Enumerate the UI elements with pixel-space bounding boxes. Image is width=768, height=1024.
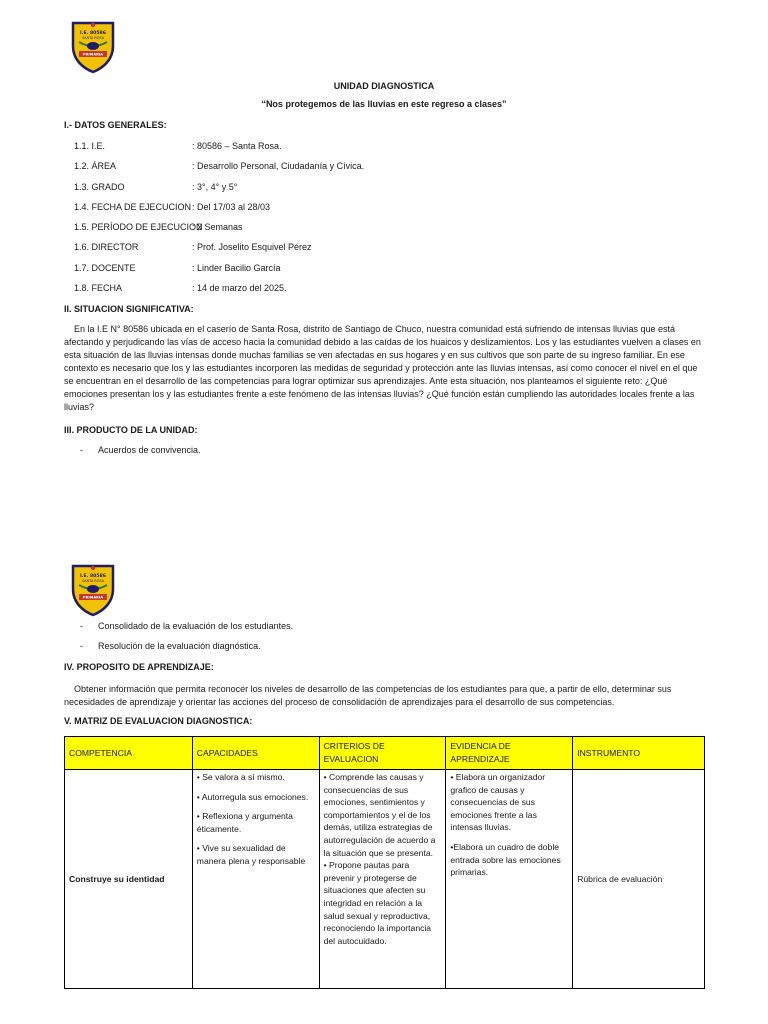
school-logo	[70, 20, 116, 74]
capacidad-item: • Autorregula sus emociones.	[196, 791, 309, 802]
proposito-paragraph: Obtener información que permita reconocer los niveles de desarrollo de las competencias de los estudiantes para que, a partir de ello, determinar sus necesidades de aprendizaje y orientar las acciones del proceso de consolidación de aprendizajes para el desarrollo de sus competencias.	[64, 684, 672, 707]
row-value: : Desarrollo Personal, Ciudadanía y Cívica.	[192, 161, 365, 171]
logo-ribbon-text: PRIMARIA	[83, 595, 103, 600]
list-item-text: Resolución de la evaluación diagnóstica.	[98, 641, 261, 651]
evidencia-item: • Elabora un organizador grafico de causas y consecuencias de sus emociones frente a las intensas lluvias.	[450, 772, 546, 833]
cell-instrumento: Rúbrica de evaluación	[573, 770, 705, 989]
row-label: 1.1. I.E.	[74, 141, 106, 151]
row-value: : 3°, 4° y 5°	[192, 182, 238, 192]
section-matriz: V. MATRIZ DE EVALUACION DIAGNOSTICA:	[64, 716, 253, 726]
row-label: 1.7. DOCENTE	[74, 263, 136, 273]
row-value: : Del 17/03 al 28/03	[192, 202, 271, 212]
logo-bottom-text: SANTA ROSA	[82, 36, 104, 40]
cell-competencia: Construye su identidad	[65, 770, 193, 989]
list-item: - Resolución de la evaluación diagnóstica.	[80, 641, 261, 651]
row-label: 1.5. PERÍODO DE EJECUCION	[74, 222, 203, 232]
section-proposito: IV. PROPOSITO DE APRENDIZAJE:	[64, 662, 214, 672]
row-label: 1.6. DIRECTOR	[74, 242, 139, 252]
cell-capacidades	[192, 770, 319, 989]
row-value: : 2 Semanas	[192, 222, 243, 232]
capacidad-item: • Se valora a sí mismo.	[196, 772, 285, 782]
section-situacion: II. SITUACION SIGNIFICATIVA:	[64, 304, 194, 314]
table-row	[65, 770, 705, 989]
row-label: 1.4. FECHA DE EJECUCION	[74, 202, 192, 212]
school-logo	[70, 563, 116, 617]
capacidad-item: • Reflexiona y argumenta éticamente.	[196, 811, 293, 834]
cell-criterios	[319, 770, 446, 989]
row-value: : 80586 – Santa Rosa.	[192, 141, 282, 151]
row-value: : 14 de marzo del 2025.	[192, 283, 287, 293]
logo-top-text: I.E. 80586	[80, 574, 106, 579]
document-subtitle: “Nos protegemos de las lluvias en este regreso a clases”	[261, 99, 507, 109]
capacidad-item: • Vive su sexualidad de manera plena y responsable	[196, 843, 306, 866]
logo-top-text: I.E. 80586	[80, 31, 106, 36]
logo-ribbon-text: PRIMARIA	[83, 52, 103, 57]
row-label: 1.8. FECHA	[74, 283, 123, 293]
evidencia-item: •Elabora un cuadro de doble entrada sobre las emociones primarias.	[450, 841, 561, 878]
list-item-text: Acuerdos de convivencia.	[98, 445, 201, 455]
logo-bottom-text: SANTA ROSA	[82, 579, 104, 583]
column-header: EVIDENCIA DE APRENDIZAJE	[446, 737, 573, 770]
list-item: - Acuerdos de convivencia.	[80, 445, 201, 455]
criterio-item: • Propone pautas para prevenir y protegerse de situaciones que afecten su integridad en relación a la salud sexual y reproductiva, reconociendo la importancia del autocuidado.	[323, 860, 432, 946]
criterio-item: • Comprende las causas y consecuencias de sus emociones, sentimientos y comportamientos y el de los demás, utiliza estrategias de autorregulación de acuerdo a la situación que se presenta.	[323, 772, 436, 858]
situacion-paragraph: En la I.E N° 80586 ubicada en el caserío de Santa Rosa, distrito de Santiago de Chuco, nuestra comunidad está sufriendo de intensas lluvias que está afectando y perjudicando las vías de acceso hacia la comunidad debido a las caídas de los huaicos y deslizamientos. Los y las estudiantes vuelven a clases en esta situación de las lluvias intensas donde muchas familias se ven afectadas en sus hogares y en sus cultivos que son parte de su ingreso familiar. En ese contexto es necesario que los y las estudiantes incorporen las medidas de seguridad y protección ante las lluvias intensas, así como conocer el nivel en el que se encuentran en el desarrollo de las competencias para lograr optimizar sus aprendizajes. Ante esta situación, nos planteamos el siguiente reto: ¿Qué emociones presentan los y las estudiantes frente a este fenómeno de las intensas lluvias? ¿Qué función están cumpliendo las autoridades locales frente a las lluvias?	[64, 324, 701, 412]
table-header-row	[65, 737, 705, 770]
list-item: - Consolidado de la evaluación de los estudiantes.	[80, 621, 294, 631]
section-producto: III. PRODUCTO DE LA UNIDAD:	[64, 425, 198, 435]
column-header: INSTRUMENTO	[573, 737, 705, 770]
column-header: CAPACIDADES	[192, 737, 319, 770]
list-item-text: Consolidado de la evaluación de los estudiantes.	[98, 621, 294, 631]
section-datos-generales: I.- DATOS GENERALES:	[64, 120, 167, 130]
column-header: COMPETENCIA	[65, 737, 193, 770]
cell-evidencias	[446, 770, 573, 989]
column-header: CRITERIOS DE EVALUACION	[319, 737, 446, 770]
row-value: : Prof. Joselito Esquivel Pérez	[192, 242, 312, 252]
row-label: 1.3. GRADO	[74, 182, 125, 192]
document-title: UNIDAD DIAGNOSTICA	[333, 81, 435, 91]
row-value: : Linder Bacilio García	[192, 263, 281, 273]
row-label: 1.2. ÁREA	[74, 161, 117, 171]
evaluation-matrix-table	[64, 736, 705, 989]
